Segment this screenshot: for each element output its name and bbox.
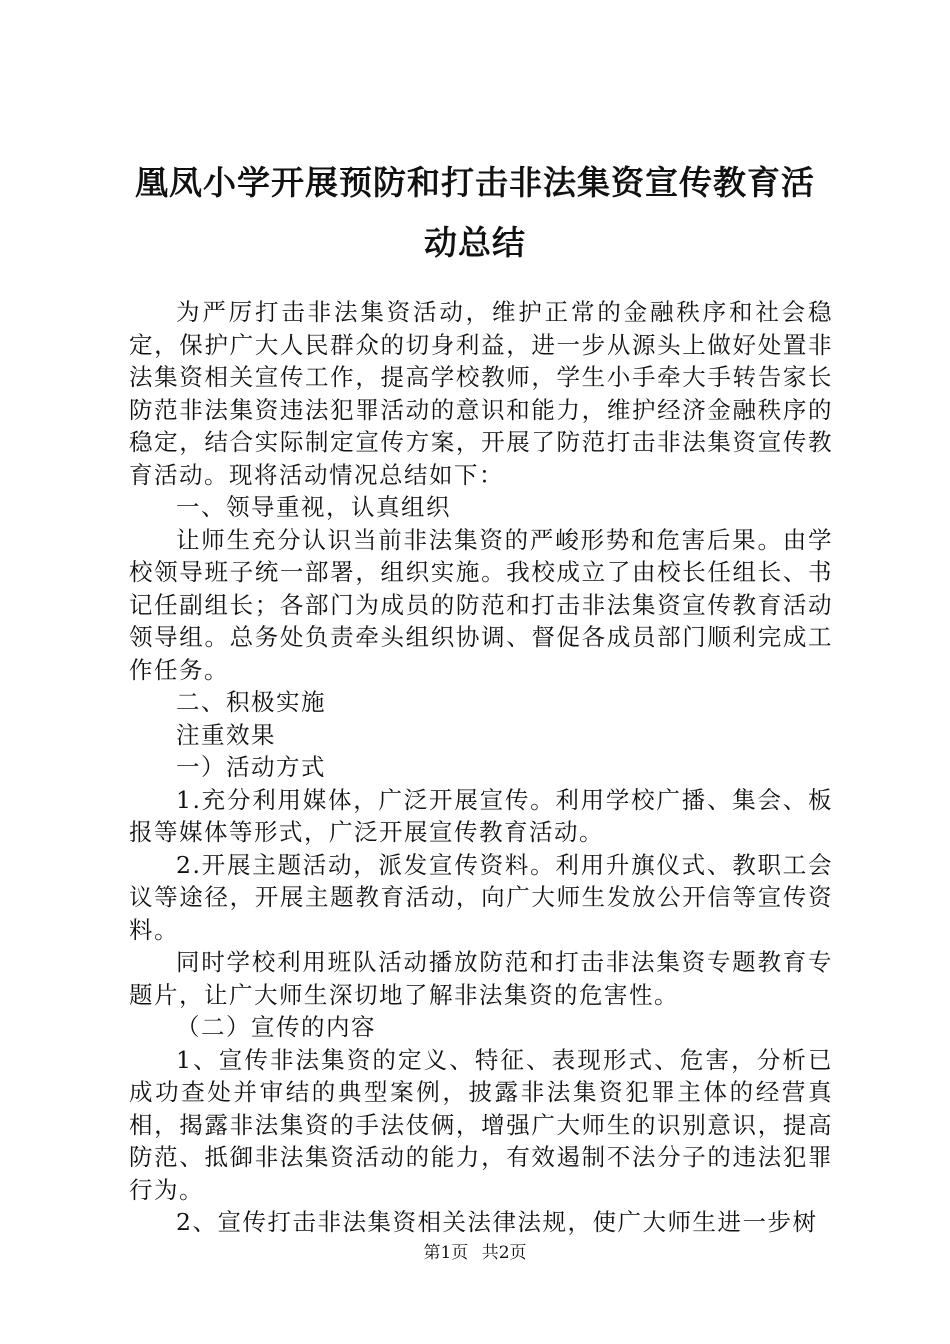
paragraph-intro: 为严厉打击非法集资活动，维护正常的金融秩序和社会稳定，保护广大人民群众的切身利益，进一步从源头上做好处置非法集资相关宣传工作，提高学校教师，学生小手牵大手转告家长防范非法集资违法犯罪活动的意识和能力，维护经济金融秩序的稳定，结合实际制定宣传方案，开展了防范打击非法集资宣传教育活动。现将活动情况总结如下： — [129, 298, 833, 489]
subheading-content: （二）宣传的内容 — [176, 1013, 376, 1041]
paragraph-method-1: 1.充分利用媒体，广泛开展宣传。利用学校广播、集会、板报等媒体等形式，广泛开展宣传教育活动。 — [129, 785, 833, 846]
paragraph-method-2: 2.开展主题活动，派发宣传资料。利用升旗仪式、教职工会议等途径，开展主题教育活动，向广大师生发放公开信等宣传资料。 — [129, 850, 833, 944]
document-title-line-2: 动总结 — [424, 223, 526, 262]
paragraph-section-1: 让师生充分认识当前非法集资的严峻形势和危害后果。由学校领导班子统一部署，组织实施。我校成立了由校长任组长、书记任副组长；各部门为成员的防范和打击非法集资宣传教育活动领导组。总务处负责牵头组织协调、督促各成员部门顺利完成工作任务。 — [129, 525, 833, 684]
page-total: 共2页 — [481, 1243, 527, 1263]
paragraph-content-1: 1、宣传非法集资的定义、特征、表现形式、危害，分析已成功查处并审结的典型案例，披露非法集资犯罪主体的经营真相，揭露非法集资的手法伎俩，增强广大师生的识别意识，提高防范、抵御非法集资活动的能力，有效遏制不法分子的违法犯罪行为。 — [129, 1045, 833, 1204]
heading-section-2-cont: 注重效果 — [176, 720, 276, 749]
paragraph-method-3: 同时学校利用班队活动播放防范和打击非法集资专题教育专题片，让广大师生深切地了解非法集资的危害性。 — [129, 948, 833, 1009]
page-number: 第1页 — [423, 1243, 469, 1263]
heading-section-2: 二、积极实施 — [176, 688, 326, 716]
document-body — [129, 296, 833, 1239]
page-footer — [0, 1242, 950, 1264]
subheading-activity-method: 一）活动方式 — [176, 753, 326, 781]
heading-section-1: 一、领导重视，认真组织 — [176, 493, 451, 521]
document-title-line-1: 凰凤小学开展预防和打击非法集资宣传教育活 — [135, 163, 815, 202]
paragraph-content-2: 2、宣传打击非法集资相关法律法规，使广大师生进一步树 — [176, 1208, 818, 1236]
